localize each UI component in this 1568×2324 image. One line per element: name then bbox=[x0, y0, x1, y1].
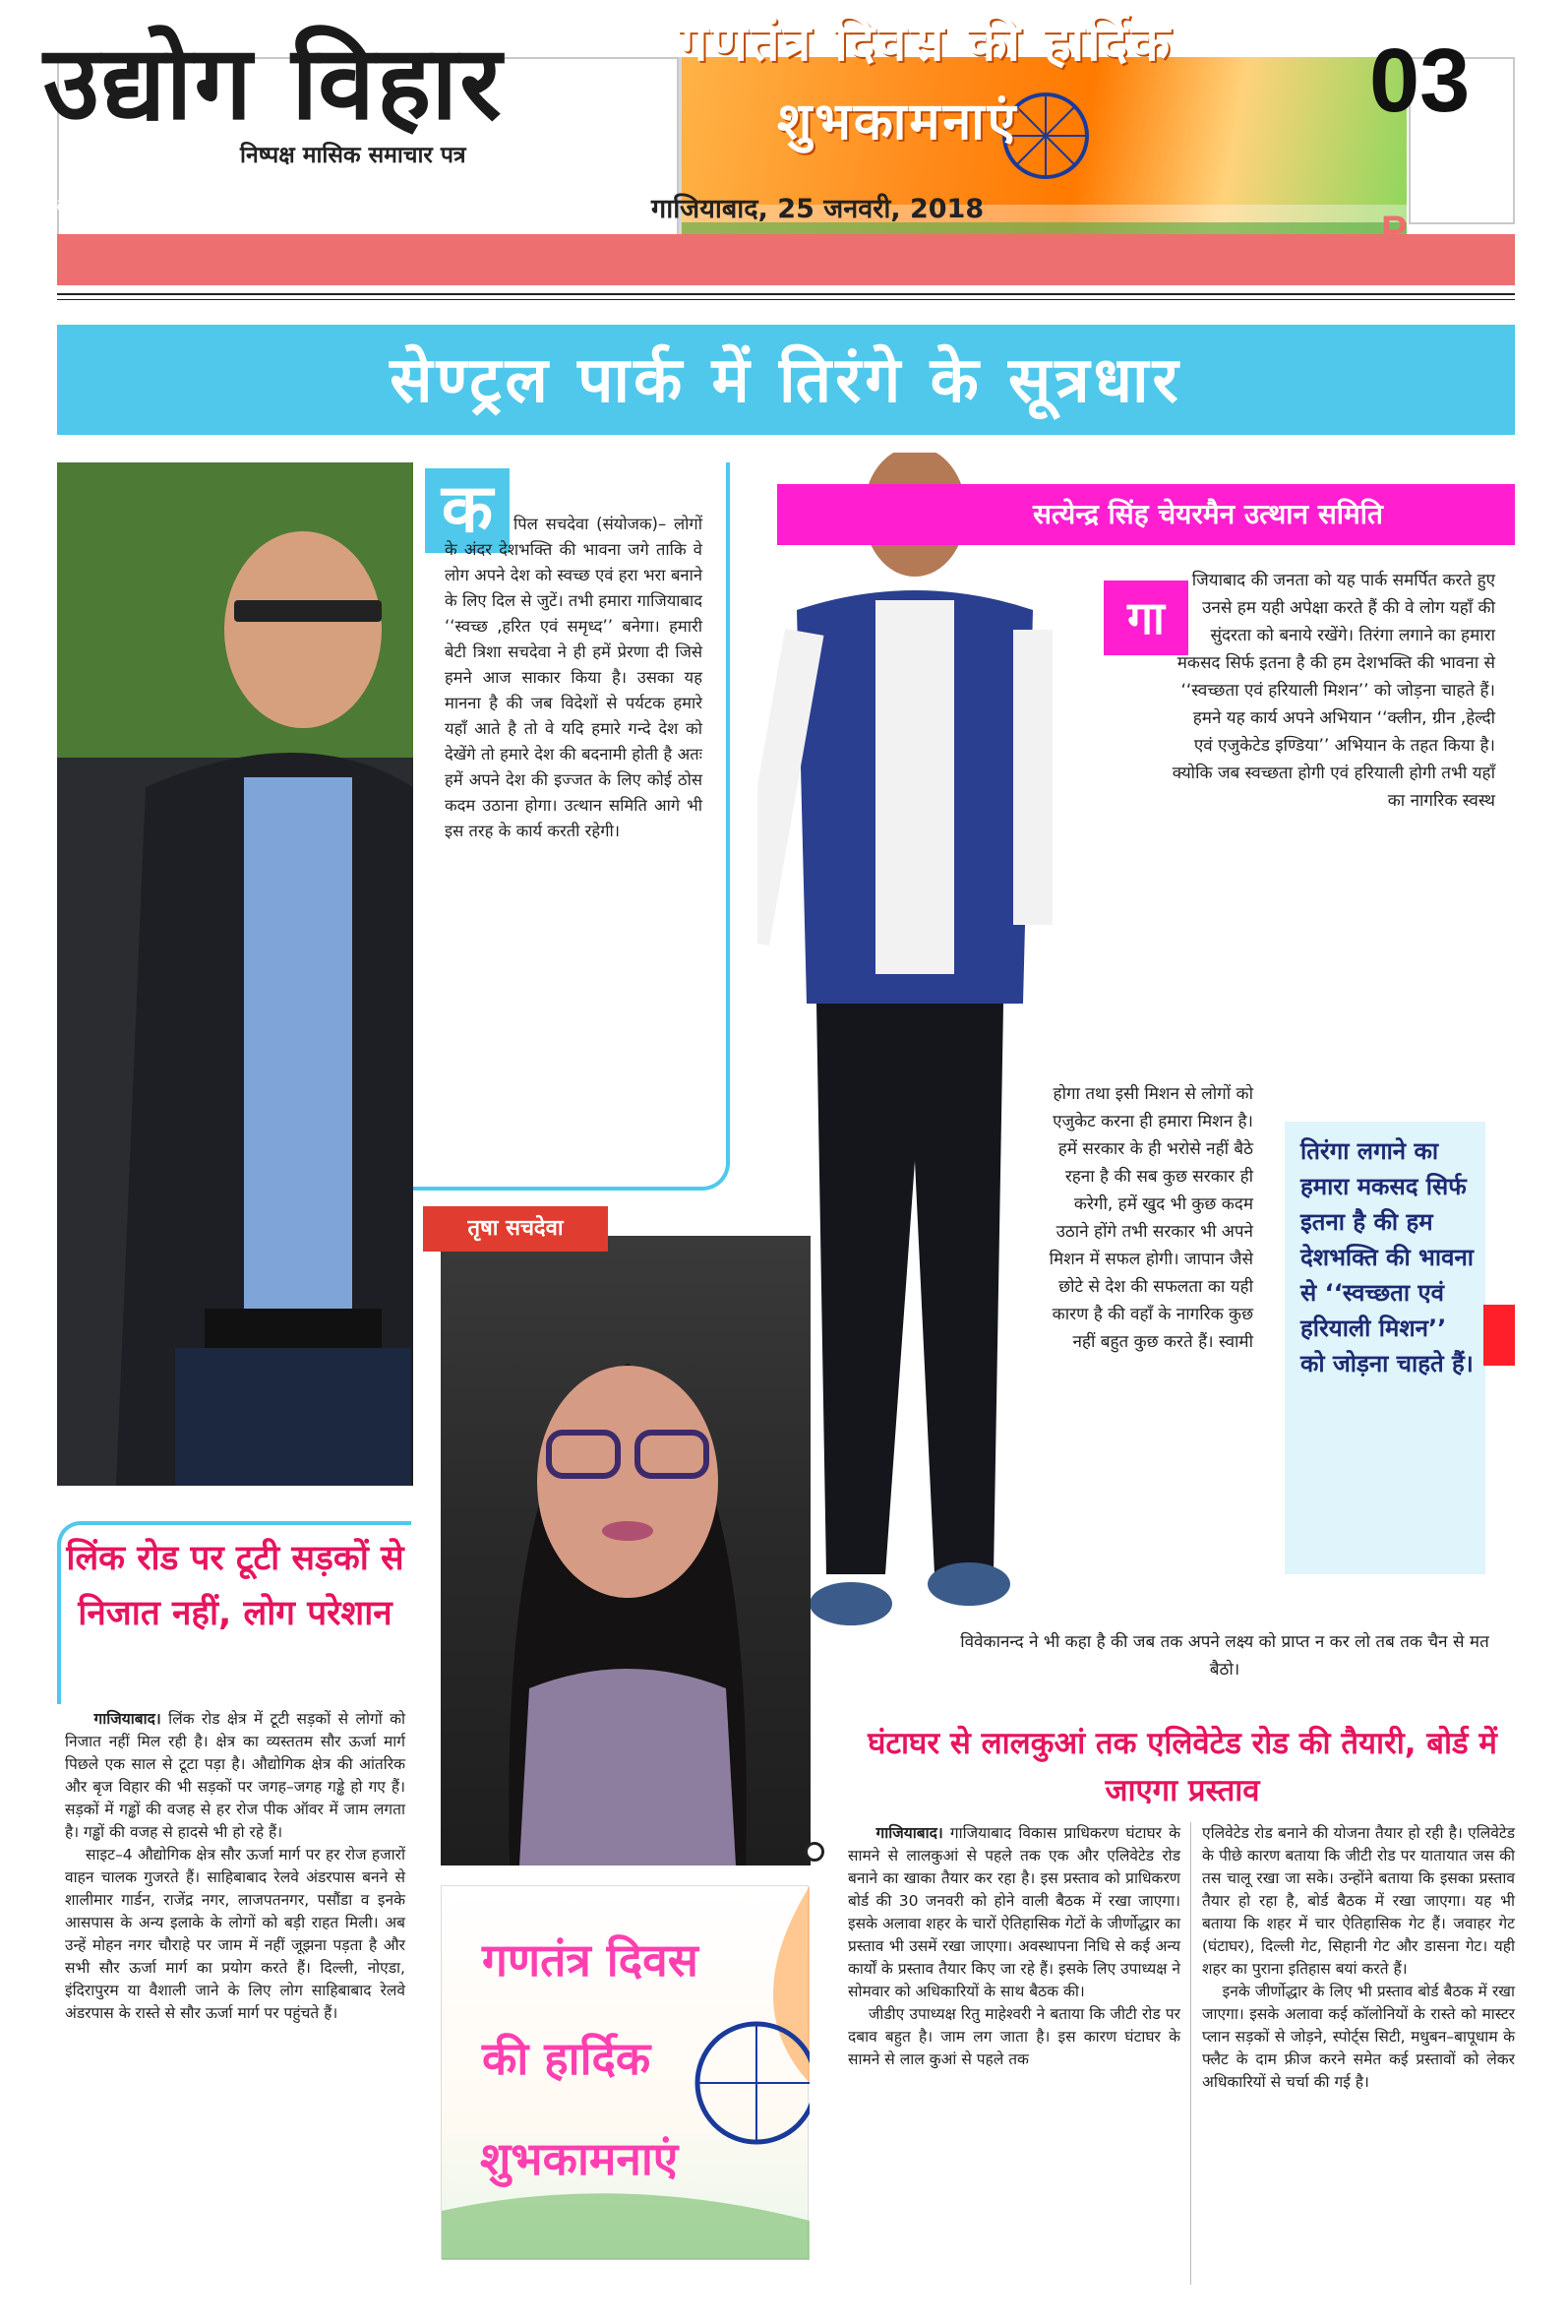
kapil-photo bbox=[57, 462, 413, 1486]
trisha-caption: तृषा सचदेवा bbox=[423, 1206, 608, 1252]
linkroad-text-2: साइट–4 औद्योगिक क्षेत्र सौर ऊर्जा मार्ग पर हर रोज हजारों वाहन चालक गुजरते हैं। साहिबाबाद रेलवे अंडरपास बनने से शालीमार गार्डन, राजेंद्र नगर, लाजपतनगर, पसौंडा व इनके आसपास के अन्य इलाके के लोगों को बड़ी राहत मिली। अब उन्हें मोहन नगर चौराहे पर जाम में नहीं जूझना पड़ता है और सभी सौर ऊर्जा मार्ग का प्रयोग करते हैं। दिल्ली, नोएडा, इंदिरापुरम या वैशाली जाने के लिए लोग साहिबाबाद रेलवे अंडरपास के रास्ते से सौर ऊर्जा मार्ग पर पहुंचते हैं। bbox=[65, 1846, 405, 2022]
dropcap: गा bbox=[1104, 581, 1188, 655]
elevated-text-1: गाजियाबाद विकास प्राधिकरण घंटाघर के सामने से लालकुआं से पहले तक एक और एलिवेटेड रोड बनाने का खाका तैयार कर रहा है। इस प्रस्ताव को प्राधिकरण बोर्ड की 30 जनवरी को होने वाली बैठक में रखा जाएगा। इसके अलावा शहर के चारों ऐतिहासिक गेटों के जीर्णोद्धार का प्रस्ताव भी उसमें रखा जाएगा। अवस्थापना निधि से कई अन्य कार्यों के प्रस्ताव तैयार किए जा रहे हैं। इसके लिए उपाध्यक्ष ने सोमवार को अधिकारियों के साथ बैठक की। bbox=[848, 1824, 1180, 2000]
linkroad-paragraph-1 bbox=[65, 1708, 405, 1844]
elevated-paragraph-2 bbox=[848, 2003, 1180, 2071]
elevated-paragraph-3 bbox=[1202, 1822, 1515, 1981]
kapil-story-text bbox=[445, 512, 702, 844]
linkroad-story bbox=[65, 1708, 405, 2025]
elevated-paragraph-1 bbox=[848, 1822, 1180, 2003]
dateline: गाजियाबाद, 25 जनवरी, 2018 bbox=[651, 194, 985, 224]
satyendra-caption: सत्येन्द्र सिंह चेयरमैन उत्थान समिति bbox=[777, 484, 1515, 545]
newspaper-title: उद्योग विहार bbox=[43, 23, 504, 143]
satyendra-story-text-2: होगा तथा इसी मिशन से लोगों को एजुकेट करना ही हमारा मिशन है। हमें सरकार के ही भरोसे नहीं बैठे रहना है की सब कुछ सरकार ही करेगी, हमें खुद भी कुछ कदम उठाने होंगे तभी सरकार भी अपने मिशन में सफल होगी। जापान जैसे छोटे से देश की सफलता का यही कारण है की वहाँ के नागरिक कुछ नहीं बहुत कुछ करते हैं। स्वामी bbox=[1049, 1084, 1253, 1352]
rday-line-1: गणतंत्र दिवस bbox=[482, 1933, 698, 1987]
person-illustration bbox=[441, 1236, 811, 1865]
email-link[interactable]: E-mail : udyogviharnp@yahoo.com bbox=[14, 190, 393, 215]
photo-credit-icon bbox=[805, 1842, 824, 1862]
person-illustration bbox=[57, 462, 413, 1486]
elevated-headline: घंटाघर से लालकुआं तक एलिवेटेड रोड की तैयारी, बोर्ड में जाएगा प्रस्ताव bbox=[868, 1726, 1497, 1808]
rday-line-2: की हार्दिक bbox=[482, 2032, 651, 2085]
kapil-body-text: पिल सचदेवा (संयोजक)– लोगों के अंदर देशभक्ति की भावना जगे ताकि वे लोग अपने देश को स्वच्छ एवं हरा भरा बनाने के लिए दिल से जुटें। तभी हमारा गाजियाबाद ‘‘स्वच्छ ,हरित एवं समृध्द’’ बनेगा। हमारी बेटी त्रिशा सचदेवा ने ही हमें प्रेरणा दी जिसे हमने आज साकार किया है। उसका यह मानना है की जब विदेशों से पर्यटक हमारे यहाँ आते है तो वे यदि हमारे गन्दे देश को देखेंगे तो हमारे देश की बदनामी होती है अतः हमें अपने देश की इज्जत के लिए कोई ठोस कदम उठाना होगा। उत्थान समिति आगे भी इस तरह के कार्य करती रहेगी। bbox=[445, 515, 702, 840]
column-divider bbox=[1190, 1822, 1191, 2285]
dropcap: क bbox=[425, 468, 510, 553]
satyendra-story-text-3: विवेकानन्द ने भी कहा है की जब तक अपने लक्ष्य को प्राप्त न कर लो तब तक चैन से मत बैठो। bbox=[960, 1632, 1489, 1680]
linkroad-headline: लिंक रोड पर टूटी सड़कों से निजात नहीं, लोग परेशान bbox=[66, 1539, 404, 1633]
page-number: 03 bbox=[1369, 31, 1471, 131]
newspaper-tagline: निष्पक्ष मासिक समाचार पत्र bbox=[240, 143, 466, 168]
elevated-paragraph-4 bbox=[1202, 1981, 1515, 2094]
elevated-dateline: गाजियाबाद। bbox=[875, 1824, 943, 1842]
rday-line-3: शुभकामनाएं bbox=[480, 2132, 679, 2185]
greeting-line-1: गणतंत्र दिवस की हार्दिक bbox=[679, 14, 1174, 73]
satyendra-story-text-1: जियाबाद की जनता को यह पार्क समर्पित करते हुए उनसे हम यही अपेक्षा करते हैं की वे लोग यहाँ की सुंदरता को बनाये रखेंगे। तिरंगा लगाने का हमारा मकसद सिर्फ इतना है की हम देशभक्ति की भावना से ‘‘स्वच्छता एवं हरियाली मिशन’’ को जोड़ना चाहते हैं। हमने यह कार्य अपने अभियान ‘‘क्लीन, ग्रीन ,हेल्दी एवं एजुकेटेड इण्डिया’’ अभियान के तहत किया है। क्योकि जब स्वच्छता होगी एवं हरियाली होगी तभी यहाँ का नागरिक स्वस्थ bbox=[1172, 571, 1495, 811]
main-headline: सेण्ट्रल पार्क में तिरंगे के सूत्रधार bbox=[390, 344, 1182, 417]
pull-quote-marker bbox=[1483, 1305, 1515, 1366]
email-bar bbox=[57, 234, 1515, 285]
elevated-text-3: एलिवेटेड रोड बनाने की योजना तैयार हो रही है। एलिवेटेड के पीछे कारण बताया कि जीटी रोड पर यातायात जस की तस चालू रखा जा सके। उन्होंने बताया कि इसका प्रस्ताव तैयार हो रहा है, बोर्ड बैठक में रखा जाएगा। यह भी बताया कि शहर में चार ऐतिहासिक गेट हैं। जवाहर गेट (घंटाघर), दिल्ली गेट, सिहानी गेट और डासना गेट। यही शहर का पुराना इतिहास बयां करते हैं। bbox=[1202, 1824, 1515, 1978]
linkroad-dateline: गाजियाबाद। bbox=[93, 1710, 161, 1728]
trisha-photo bbox=[441, 1236, 811, 1865]
elevated-column-2 bbox=[1202, 1822, 1515, 2094]
divider bbox=[57, 299, 1515, 300]
greeting-line-2: शुभकामनाएं bbox=[777, 92, 1019, 152]
elevated-text-2: जीडीए उपाध्यक्ष रितु माहेश्वरी ने बताया कि जीटी रोड पर दबाव बहुत है। जाम लग जाता है। इस कारण घंटाघर के सामने से लाल कुआं से पहले तक bbox=[848, 2005, 1180, 2068]
linkroad-paragraph-2 bbox=[65, 1844, 405, 2025]
elevated-column-1 bbox=[848, 1822, 1180, 2071]
elevated-text-4: इनके जीर्णोद्धार के लिए भी प्रस्ताव बोर्ड बैठक में रखा जाएगा। इसके अलावा कई कॉलोनियों के रास्ते को मास्टर प्लान सड़कों से जोड़ने, स्पोर्ट्स सिटी, मधुबन–बापूधाम के फ्लैट के दाम फ्रीज करने समेत कई प्रस्तावों को लेकर अधिकारियों से चर्चा की गई है। bbox=[1202, 1983, 1515, 2091]
page-suffix: P. bbox=[1381, 209, 1414, 252]
linkroad-text-1: लिंक रोड क्षेत्र में टूटी सड़कों से लोगों को निजात नहीं मिल रही है। क्षेत्र का व्यस्ततम सौर ऊर्जा मार्ग पिछले एक साल से टूटा पड़ा है। औद्योगिक क्षेत्र की आंतरिक और बृज विहार की भी सड़कों पर जगह–जगह गड्ढे हो गए हैं। सड़कों में गड्ढों की वजह से हर रोज पीक ऑवर में जाम लगता है। गड्ढों की वजह से हादसे भी हो रहे हैं। bbox=[65, 1710, 405, 1841]
pull-quote: तिरंगा लगाने का हमारा मकसद सिर्फ इतना है की हम देशभक्ति की भावना से ‘‘स्वच्छता एवं हरियाली मिशन’’ को जोड़ना चाहते हैं। bbox=[1300, 1137, 1475, 1377]
divider bbox=[57, 293, 1515, 295]
